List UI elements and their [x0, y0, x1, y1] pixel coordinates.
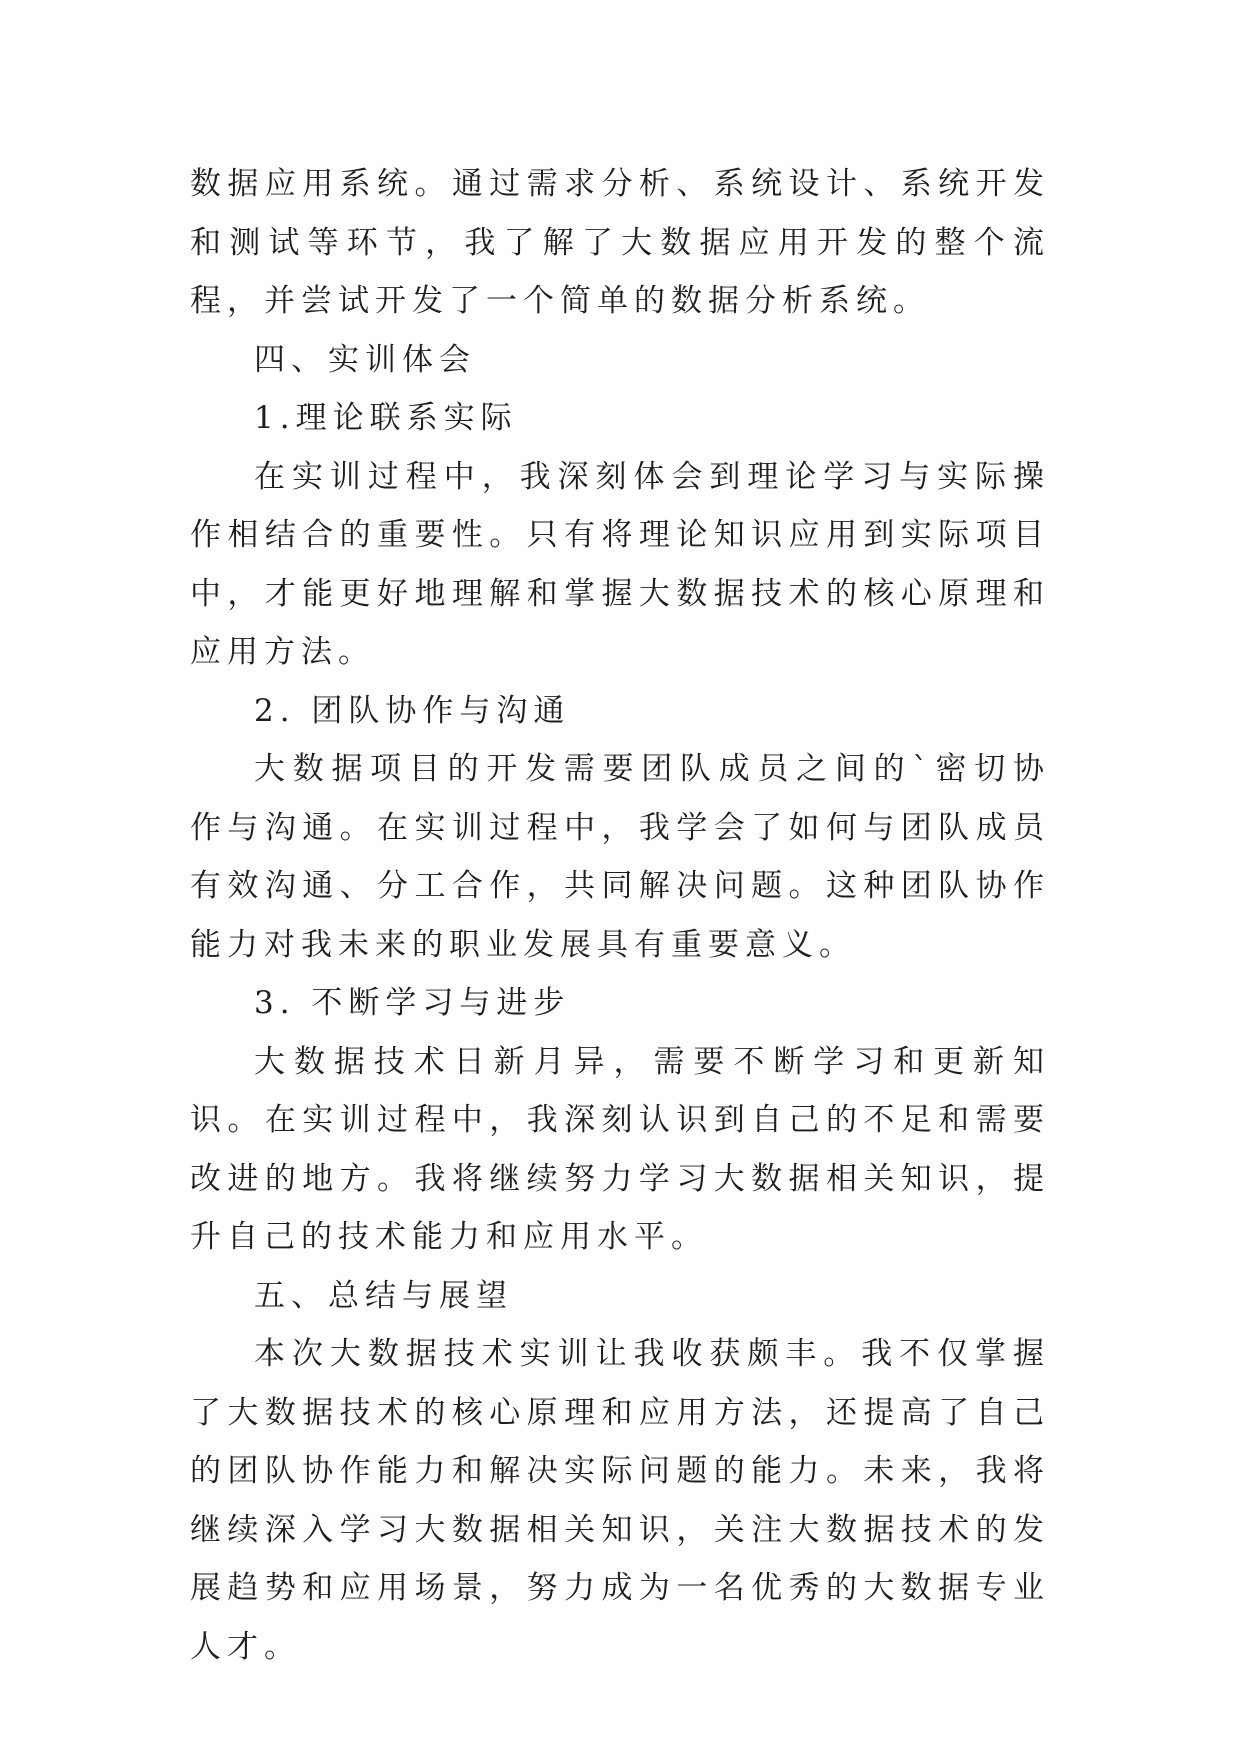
subheading-teamwork: 2. 团队协作与沟通: [254, 692, 571, 729]
section-heading-summary-outlook: 五、总结与展望: [254, 1277, 513, 1314]
subheading-theory-practice: 1.理论联系实际: [254, 400, 518, 436]
paragraph-teamwork: 大数据项目的开发需要团队成员之间的`密切协作与沟通。在实训过程中，我学会了如何与团队成员有效沟通、分工合作，共同解决问题。这种团队协作能力对我未来的职业发展具有重要意义。: [190, 751, 1050, 963]
section-heading-training-experience: 四、实训体会: [254, 341, 476, 378]
paragraph-system-development: 数据应用系统。通过需求分析、系统设计、系统开发和测试等环节，我了解了大数据应用开发的整个流程，并尝试开发了一个简单的数据分析系统。: [190, 166, 1050, 319]
paragraph-summary-outlook: 本次大数据技术实训让我收获颇丰。我不仅掌握了大数据技术的核心原理和应用方法，还提高了自己的团队协作能力和解决实际问题的能力。未来，我将继续深入学习大数据相关知识，关注大数据技术的发展趋势和应用场景，努力成为一名优秀的大数据专业人才。: [190, 1336, 1050, 1665]
document-body: [190, 155, 1050, 1676]
paragraph-theory-practice: 在实训过程中，我深刻体会到理论学习与实际操作相结合的重要性。只有将理论知识应用到实际项目中，才能更好地理解和掌握大数据技术的核心原理和应用方法。: [190, 458, 1050, 670]
paragraph-continuous-learning: 大数据技术日新月异，需要不断学习和更新知识。在实训过程中，我深刻认识到自己的不足和需要改进的地方。我将继续努力学习大数据相关知识，提升自己的技术能力和应用水平。: [190, 1043, 1050, 1255]
subheading-continuous-learning: 3. 不断学习与进步: [254, 985, 571, 1021]
